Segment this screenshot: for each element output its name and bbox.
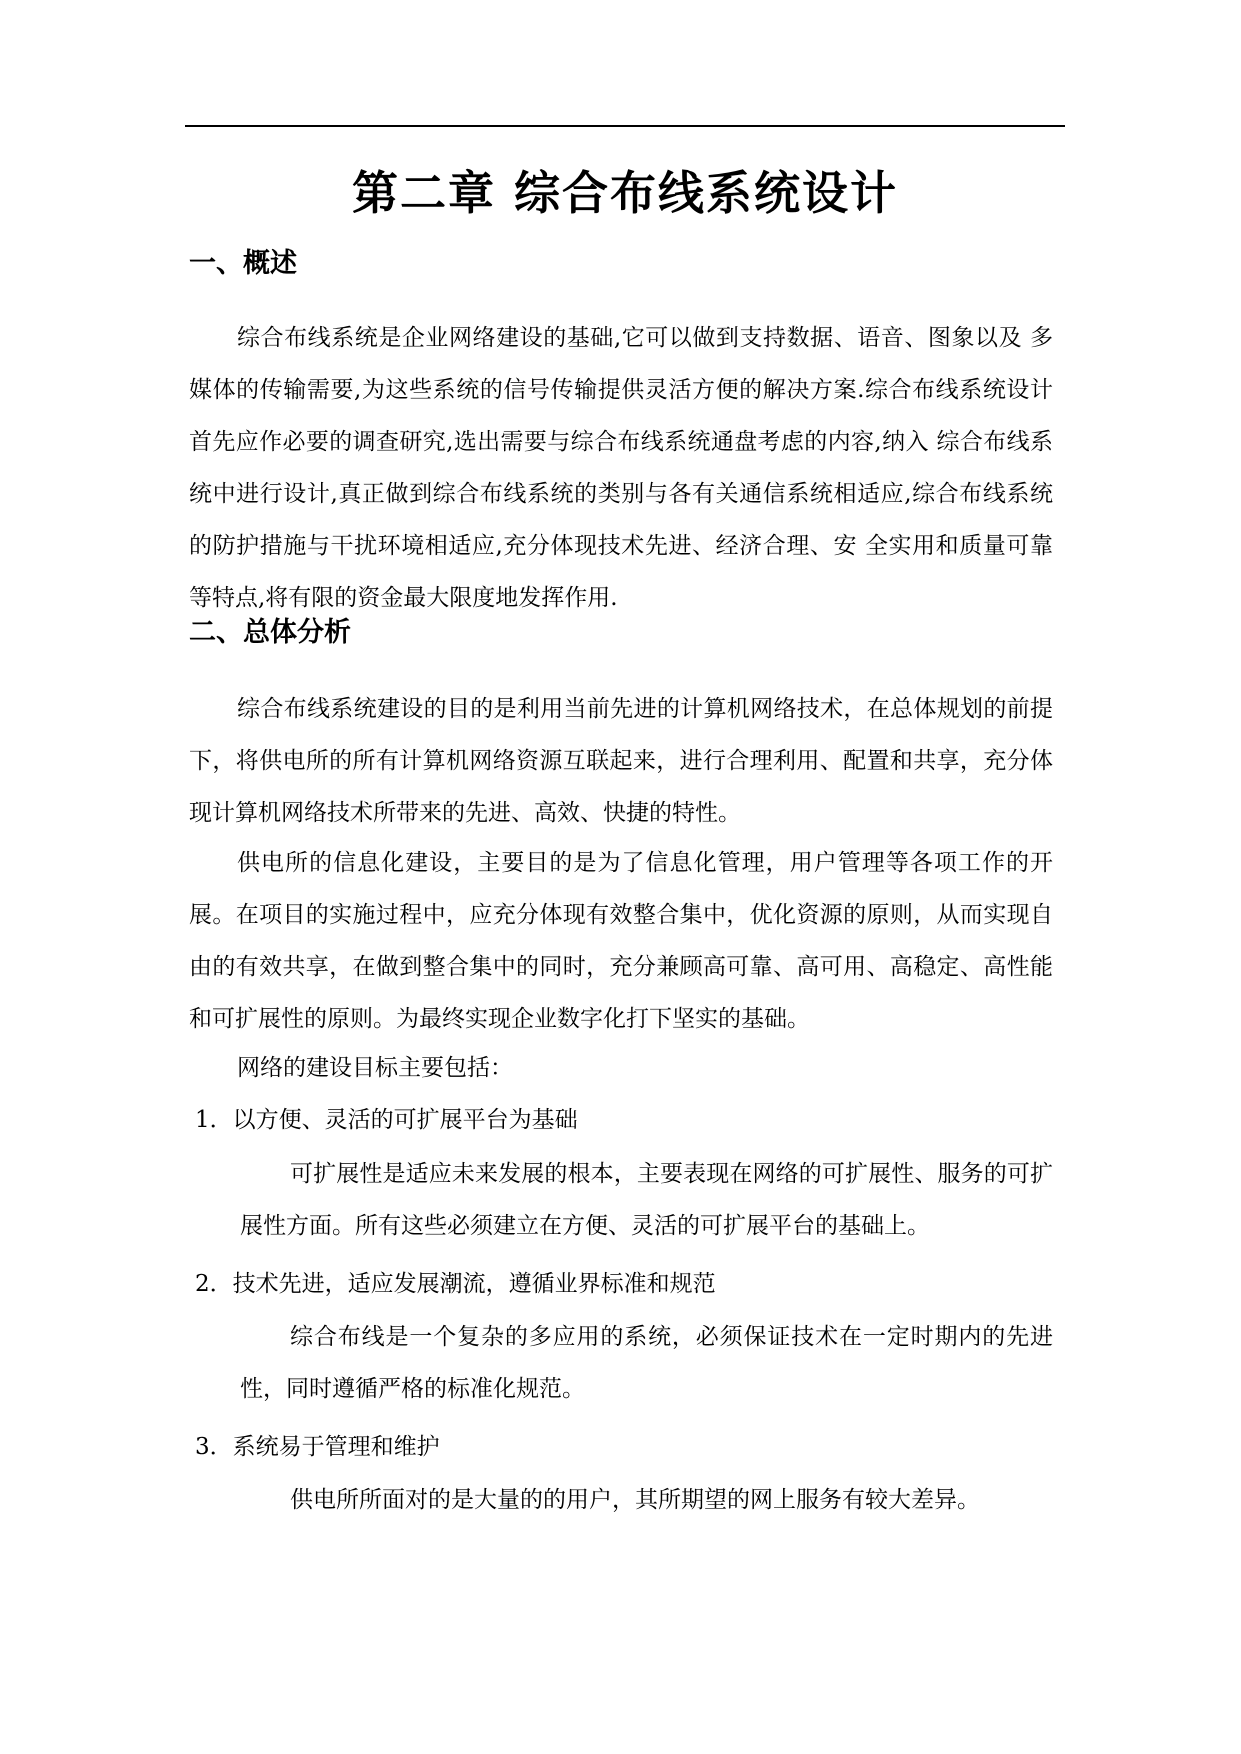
list-item-title-1: 1．以方便、灵活的可扩展平台为基础 xyxy=(195,1107,578,1133)
list-item-title-2: 2．技术先进，适应发展潮流，遵循业界标准和规范 xyxy=(195,1271,716,1297)
list-item-body-2: 综合布线是一个复杂的多应用的系统，必须保证技术在一定时期内的先进性，同时遵循严格的标准化规范。 xyxy=(240,1324,1053,1402)
analysis-paragraph-1: 综合布线系统建设的目的是利用当前先进的计算机网络技术，在总体规划的前提下，将供电所的所有计算机网络资源互联起来，进行合理利用、配置和共享，充分体现计算机网络技术所带来的先进、高效、快捷的特性。 xyxy=(189,696,1053,826)
list-item-body-3: 供电所所面对的是大量的的用户，其所期望的网上服务有较大差异。 xyxy=(290,1487,980,1513)
section-heading-overview: 一、概述 xyxy=(189,248,297,279)
header-rule xyxy=(185,125,1065,127)
section-heading-analysis: 二、总体分析 xyxy=(189,617,351,648)
analysis-paragraph-2: 供电所的信息化建设，主要目的是为了信息化管理，用户管理等各项工作的开展。在项目的实施过程中，应充分体现有效整合集中，优化资源的原则，从而实现自由的有效共享，在做到整合集中的同时，充分兼顾高可靠、高可用、高稳定、高性能和可扩展性的原则。为最终实现企业数字化打下坚实的基础。 xyxy=(189,850,1053,1032)
analysis-paragraph-3: 网络的建设目标主要包括： xyxy=(237,1055,513,1081)
overview-paragraph: 综合布线系统是企业网络建设的基础,它可以做到支持数据、语音、图象以及 多媒体的传输需要,为这些系统的信号传输提供灵活方便的解决方案.综合布线系统设计首先应作必要的调查研究,选出需要与综合布线系统通盘考虑的内容,纳入 综合布线系统中进行设计,真正做到综合布线系统的类别与各有关通信系统相适应,综合布线系统的防护措施与干扰环境相适应,充分体现技术先进、经济合理、安 全实用和质量可靠等特点,将有限的资金最大限度地发挥作用. xyxy=(189,325,1053,611)
list-item-title-3: 3．系统易于管理和维护 xyxy=(195,1434,440,1460)
list-item-body-1: 可扩展性是适应未来发展的根本，主要表现在网络的可扩展性、服务的可扩展性方面。所有这些必须建立在方便、灵活的可扩展平台的基础上。 xyxy=(240,1161,1053,1239)
chapter-title: 第二章 综合布线系统设计 xyxy=(351,166,898,220)
